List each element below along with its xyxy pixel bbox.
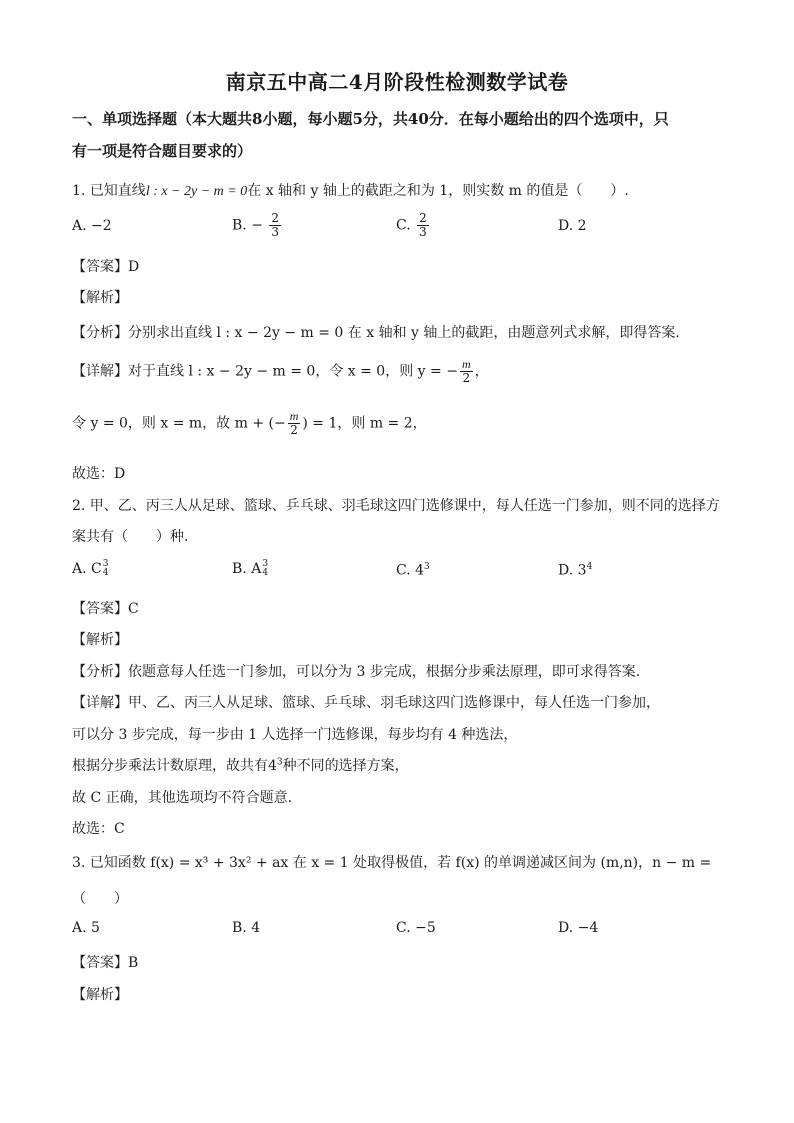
q3-answer-value: B — [128, 955, 139, 971]
q2-xiangjie3-text-b: 种不同的选择方案， — [282, 758, 409, 774]
q3-option-c-label: C. — [396, 920, 411, 936]
q2-xiangjie3-text-a: 根据分步乘法计数原理，故共有 — [72, 758, 268, 774]
q2-option-b-sub: 4 — [262, 568, 269, 578]
q1-option-b-label: B. — [232, 217, 247, 234]
q1-fenxi — [72, 322, 680, 342]
q2-xiangjie-4: 故 C 正确，其他选项均不符合题意. — [72, 790, 293, 806]
q1-equation: l : x − 2y − m = 0 — [145, 184, 248, 199]
q2-answer-value: C — [128, 601, 139, 617]
q3-option-d-label: D. — [558, 920, 574, 936]
q2-option-c-label: C. — [396, 562, 411, 579]
q3-option-a — [72, 920, 100, 936]
q1-xiangjie2-den: 2 — [290, 423, 298, 437]
q1-xiangjie2-text-b: ) = 1，则 m = 2， — [302, 415, 427, 432]
q2-option-b — [232, 560, 268, 578]
q2-xiangjie3-base: 4 — [268, 758, 277, 774]
q1-fenxi-tag: 【分析】 — [72, 325, 128, 341]
q1-xiangjie-tag: 【详解】 — [72, 363, 128, 380]
q2-fenxi — [72, 661, 640, 681]
q1-xiangjie2-num: m — [289, 409, 299, 423]
q2-option-c — [396, 562, 430, 579]
q1-fenxi-text: 分别求出直线 l : x − 2y − m = 0 在 x 轴和 y 轴上的截距，由题意列式求解，即得答案. — [128, 325, 680, 341]
q1-option-c-num: 2 — [419, 211, 427, 225]
q1-option-b — [232, 212, 283, 239]
q3-jiexi: 【解析】 — [72, 987, 128, 1003]
q2-fenxi-text: 依题意每人任选一门参加，可以分为 3 步完成，根据分步乘法原理，即可求得答案. — [128, 664, 641, 680]
q3-option-d-value: −4 — [577, 920, 599, 936]
q2-option-c-sup: 3 — [424, 562, 430, 572]
q1-option-b-fraction — [269, 212, 281, 239]
q1-option-c-den: 3 — [419, 225, 427, 239]
q3-option-b-label: B. — [232, 920, 247, 936]
q1-option-c-fraction — [417, 212, 429, 239]
q1-option-a-value: −2 — [91, 218, 112, 234]
q1-xiangjie-num: m — [461, 357, 471, 371]
q2-option-d-sup: 4 — [586, 562, 593, 572]
q2-jiexi: 【解析】 — [72, 632, 128, 648]
q3-option-c-value: −5 — [415, 920, 436, 936]
q3-option-a-value: 5 — [91, 920, 100, 936]
q1-option-b-num: 2 — [271, 211, 280, 225]
q1-xiangjie2-fraction — [288, 410, 301, 437]
q3-option-d — [558, 920, 598, 936]
q3-option-b-value: 4 — [251, 920, 261, 936]
q2-option-d-label: D. — [558, 562, 574, 579]
q1-option-b-den: 3 — [271, 225, 280, 239]
q1-option-d-label: D. — [558, 218, 574, 234]
q2-xiangjie-1 — [72, 692, 660, 712]
q2-option-a-base: C — [91, 561, 102, 577]
q1-xiangjie-text-a: 对于直线 l : x − 2y − m = 0，令 x = 0，则 y = − — [128, 363, 458, 380]
q2-answer-tag: 【答案】 — [72, 601, 128, 617]
q1-answer-tag: 【答案】 — [72, 259, 128, 275]
q3-option-a-label: A. — [72, 920, 87, 936]
q1-answer — [72, 256, 139, 276]
q1-option-c-label: C. — [396, 217, 411, 234]
q2-option-b-scripts — [262, 560, 268, 578]
q2-xiangjie-text-1: 甲、乙、丙三人从足球、篮球、乒乓球、羽毛球这四门选修课中，每人任选一门参加， — [128, 695, 660, 711]
q2-option-b-sup: 3 — [262, 559, 269, 569]
q1-stem — [72, 180, 629, 200]
q3-answer-tag: 【答案】 — [72, 955, 128, 971]
q3-stem-line2: （ ） — [72, 891, 128, 907]
q3-answer — [72, 952, 138, 972]
q2-option-b-label: B. — [232, 561, 247, 577]
q1-jiexi: 【解析】 — [72, 290, 128, 306]
q1-option-b-sign: − — [251, 217, 263, 234]
q1-choose: 故选：D — [72, 466, 126, 482]
q1-stem-a: 已知直线 — [89, 183, 146, 199]
q1-option-d — [558, 218, 587, 234]
page-title: 南京五中高二4月阶段性检测数学试卷 — [225, 70, 569, 94]
section-heading-line2: 有一项是符合题目要求的） — [72, 142, 253, 160]
q1-xiangjie-fraction — [460, 358, 473, 385]
q1-option-d-value: 2 — [577, 218, 587, 234]
q2-option-a-label: A. — [72, 561, 87, 577]
q2-option-a-sub: 4 — [102, 568, 109, 578]
q2-option-d — [558, 562, 592, 579]
q2-option-a-scripts — [103, 560, 109, 578]
q2-xiangjie-tag: 【详解】 — [72, 695, 128, 711]
q3-option-b — [232, 920, 260, 936]
q2-stem-line2: 案共有（ ）种. — [72, 529, 189, 545]
q1-xiangjie-den: 2 — [462, 371, 471, 385]
q2-option-c-base: 4 — [415, 562, 425, 579]
q1-stem-b: 在 x 轴和 y 轴上的截距之和为 1，则实数 m 的值是（ ）. — [247, 183, 629, 199]
q3-option-c — [396, 920, 436, 936]
q1-option-a-label: A. — [72, 218, 87, 234]
q1-answer-value: D — [128, 259, 140, 275]
q1-number: 1. — [72, 183, 86, 199]
section-heading-line1: 一、单项选择题（本大题共8小题，每小题5分，共40分．在每小题给出的四个选项中，只 — [72, 110, 669, 128]
q2-option-b-base: A — [251, 561, 262, 577]
q2-xiangjie-3 — [72, 755, 409, 775]
q1-xiangjie2-text-a: 令 y = 0，则 x = m，故 m + (− — [72, 415, 286, 432]
q1-xiangjie-end: ， — [474, 363, 489, 380]
q1-option-c — [396, 212, 431, 239]
q2-option-a — [72, 560, 108, 578]
q2-choose: 故选：C — [72, 821, 125, 837]
q2-fenxi-tag: 【分析】 — [72, 664, 128, 680]
q3-stem-line1: 3. 已知函数 f(x) = x³ + 3x² + ax 在 x = 1 处取得极值，若 f(x) 的单调递减区间为 (m,n)，n − m = — [72, 855, 712, 871]
q2-xiangjie-2: 可以分 3 步完成，每一步由 1 人选择一门选修课，每步均有 4 种选法， — [72, 727, 518, 743]
q2-option-d-base: 3 — [577, 562, 587, 579]
q2-answer — [72, 598, 139, 618]
q1-xiangjie-1 — [72, 358, 489, 385]
q1-xiangjie-2 — [72, 410, 427, 437]
q2-option-a-sup: 3 — [102, 559, 109, 569]
q1-option-a — [72, 218, 112, 234]
q2-xiangjie3-sup: 3 — [276, 757, 283, 768]
q2-stem-line1: 2. 甲、乙、丙三人从足球、篮球、乒乓球、羽毛球这四门选修课中，每人任选一门参加，则不同的选择方 — [72, 498, 720, 514]
